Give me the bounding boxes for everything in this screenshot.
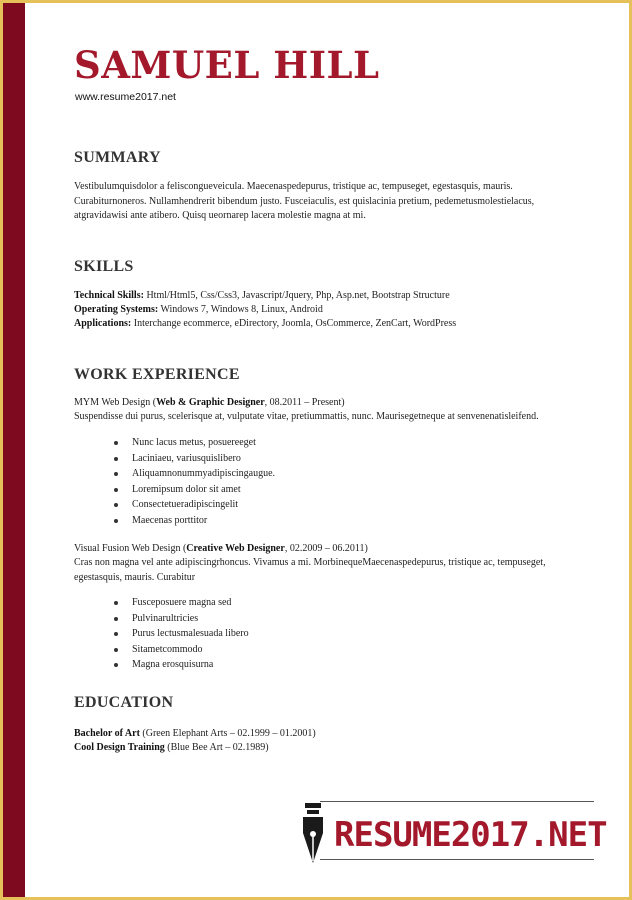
accent-sidebar (3, 3, 25, 897)
job-bullets (100, 435, 275, 528)
logo-top-rule (320, 801, 594, 802)
skill-value: Interchange ecommerce, eDirectory, Joomla, OsCommerce, ZenCart, WordPress (131, 318, 457, 329)
list-item: Sitametcommodo (100, 642, 249, 658)
brand-logo (298, 801, 607, 867)
list-item: Fusceposuere magna sed (100, 595, 249, 611)
work-heading: WORK EXPERIENCE (74, 366, 240, 383)
job-header (74, 397, 345, 408)
education-row (74, 728, 316, 739)
list-item: Loremipsum dolor sit amet (100, 482, 275, 498)
education-degree: Cool Design Training (74, 742, 165, 753)
list-item: Laciniaeu, variusquislibero (100, 451, 275, 467)
skill-row (74, 304, 323, 315)
education-row (74, 742, 269, 753)
candidate-name: SAMUEL HILL (74, 43, 380, 87)
list-item: Consectetueradipiscingelit (100, 497, 275, 513)
list-item: Purus lectusmalesuada libero (100, 626, 249, 642)
list-item: Aliquamnonummyadipiscingaugue. (100, 466, 275, 482)
job-description: Cras non magna vel ante adipiscingrhoncus. Vivamus a mi. MorbinequeMaecenaspedepurus, tristique ac, tempuseget, egestasquis, mauris. Curabitur (74, 557, 546, 583)
skill-label: Applications: (74, 318, 132, 329)
skill-label: Technical Skills: (74, 290, 144, 301)
job-header (74, 543, 368, 554)
education-heading: EDUCATION (74, 694, 174, 711)
skill-value: Html/Html5, Css/Css3, Javascript/Jquery, Php, Asp.net, Bootstrap Structure (143, 290, 450, 301)
job-dates: , 02.2009 – 06.2011) (284, 543, 368, 554)
job-company: Visual Fusion Web Design ( (74, 543, 187, 554)
list-item: Nunc lacus metus, posuereeget (100, 435, 275, 451)
logo-text: RESUME2017.NET (334, 815, 607, 855)
list-item: Pulvinarultricies (100, 611, 249, 627)
job-bullets (100, 595, 249, 673)
skill-row (74, 318, 456, 329)
job-description: Suspendisse dui purus, scelerisque at, vulputate vitae, pretiummattis, nunc. Maurisegetneque at senvenenatisleifend. (74, 411, 539, 422)
summary-text: Vestibulumquisdolor a feliscongueveiculа. Maecenaspedepurus, tristique ac, tempuseget, egestasquis, mauris. Curabiturnoneros. Nullamhendrerit bibendum justo. Fusceiaculis, est quislacinia pretium, pedemetusmolestielacus, atgravidawisi ante atibero. Quisq ueornarep lacera molestie magna at mi. (74, 181, 535, 221)
list-item: Maecenas porttitor (100, 513, 275, 529)
education-degree: Bachelor of Art (74, 728, 140, 739)
skill-value: Windows 7, Windows 8, Linux, Android (158, 304, 323, 315)
logo-bottom-rule (320, 859, 594, 860)
skill-row (74, 290, 450, 301)
summary-heading: SUMMARY (74, 149, 161, 166)
job-company: MYM Web Design ( (74, 397, 157, 408)
list-item: Magna erosquisurna (100, 657, 249, 673)
education-detail: (Green Elephant Arts – 02.1999 – 01.2001) (139, 728, 316, 739)
fountain-pen-nib-icon (298, 801, 328, 867)
education-detail: (Blue Bee Art – 02.1989) (164, 742, 269, 753)
skill-label: Operating Systems: (74, 304, 159, 315)
job-role: Creative Web Designer (186, 543, 285, 554)
skills-heading: SKILLS (74, 258, 134, 275)
website-link[interactable]: www.resume2017.net (75, 91, 176, 103)
job-role: Web & Graphic Designer (156, 397, 265, 408)
job-dates: , 08.2011 – Present) (264, 397, 345, 408)
